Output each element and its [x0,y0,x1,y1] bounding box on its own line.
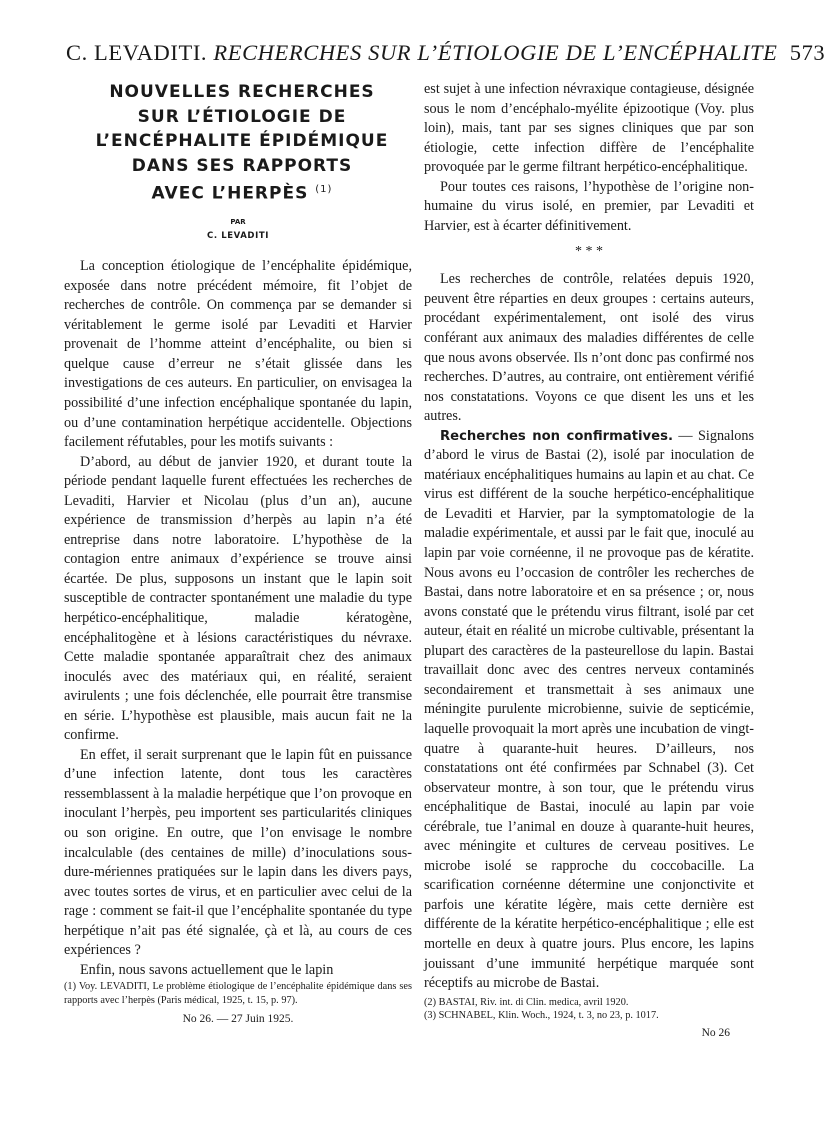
title-line: L’ENCÉPHALITE ÉPIDÉMIQUE [95,131,389,151]
running-head [66,40,825,66]
title-footnote-ref: (1) [315,184,333,195]
title-line: DANS SES RAPPORTS [131,155,353,176]
right-column [424,80,754,1039]
footnote: (2) BASTAI, Riv. int. di Clin. medica, avril 1920. [424,996,629,1008]
paragraph: En effet, il serait surprenant que le lapin fût en puissance d’une infection latente, dont tous les caractères ressemblassent à la maladie herpétique que l’on provoque en inoculant l’herpès, peu importent ses particularités cliniques ou son origine. En outre, que l’on envisage le nombre incalculable (des centaines de mille) d’inoculations sous-dure-mériennes pratiquées sur le lapin dans les divers pays, avec toutes sortes de virus, et en particulier avec celui de la rage : comment se fait-il que l’encéphalite spontanée du type herpétique n’ait pas été signalée, çà et là, au cours de ces expériences ? [64,746,412,959]
issue-number: No 26 [701,1026,730,1039]
header-author: C. LEVADITI. [66,40,208,65]
paragraph: D’abord, au début de janvier 1920, et durant toute la période pendant laquelle furent effectuées les recherches de Levaditi, Harvier et Nicolau (plus d’un an), aucune expérience de transmission d’herpès au lapin n’a été entreprise dans notre laboratoire. L’hypothèse de la contagion entre animaux d’expérience se trouve ainsi écartée. De plus, supposons un instant que le lapin soit susceptible de contracter spontanément une maladie du type herpético-encéphalitique, maladie kératogène, encéphalitogène et à lésions caractéristiques du névraxe. Cette maladie spontanée apparaîtrait chez des animaux inoculés avec des matériaux qui, en réalité, seraient avirulents ; une fois déclenchée, elle pourrait être transmise en série. L’hypothèse est plausible, mais aucun fait ne la confirme. [64,453,412,744]
title-line: NOUVELLES RECHERCHES [109,82,375,102]
article-title [72,80,412,206]
page-number: 573 [789,40,825,65]
paragraph: Enfin, nous savons actuellement que le lapin [80,961,334,978]
section-separator: * * * [575,244,603,260]
footnote: (1) Voy. LEVADITI, Le problème étiologique de l’encéphalite épidémique dans ses rapports avec l’herpès (Paris médical, 1925, t. 15, p. 97). [64,981,412,1006]
left-column [64,80,412,1025]
title-line: AVEC L’HERPÈS $^{(1)}$ [151,183,333,204]
paragraph: est sujet à une infection névraxique contagieuse, désignée sous le nom d’encéphalo-myélite épizootique (Voy. plus loin), mais, tant par ses signes cliniques que par son étiologie, cette infection diffère de l’encéphalite provoquée par le germe filtrant herpético-encéphalitique. [424,81,754,176]
title-line: SUR L’ÉTIOLOGIE DE [137,106,347,127]
paragraph: Les recherches de contrôle, relatées depuis 1920, peuvent être réparties en deux groupes : certains auteurs, procédant expérimentalement, ont isolé des virus conférant aux animaux des maladies différentes de celle que nous avons observée. Ils n’ont donc pas confirmé nos recherches. D’autres, au contraire, ont entièrement vérifié nos constatations. Voyons ce que disent les uns et les autres. [424,271,754,425]
header-journal-title: RECHERCHES SUR L’ÉTIOLOGIE DE L’ENCÉPHALITE [213,40,778,65]
paragraph: La conception étiologique de l’encéphalite épidémique, exposée dans notre précédent mémoire, fit l’objet de recherches de contrôle. On commença par se demander si véritablement le germe isolé par Levaditi et Harvier provenait de l’homme atteint d’encéphalite, ou bien si quelque cause d’erreur ne s’était glissée dans les investigations de ces auteurs. En particulier, on envisagea la possibilité d’une infection encéphalique spontanée du lapin, ou d’une contamination herpétique accidentelle. Objections facilement réfutables, pour les motifs suivants : [64,258,412,451]
issue-line: No 26. — 27 Juin 1925. [182,1013,294,1026]
paragraph [424,427,754,994]
paragraph: Pour toutes ces raisons, l’hypothèse de l’origine non-humaine du virus isolé, en premier, par Levaditi et Harvier, est à écarter définitivement. [424,178,754,234]
paragraph-text: — Signalons d’abord le virus de Bastai (2), isolé par inoculation de matériaux encéphalitiques humains au lapin et au chat. Ce virus est différent de la souche herpético-encéphalitique de Levaditi et Harvier, par la symptomatologie de la maladie expérimentale, et aussi par le fait que, inoculé au lapin par voie cornéenne, il ne provoque pas de kératite. Nous avons eu l’occasion de contrôler les recherches de Bastai, dans notre laboratoire et en sa présence ; or, nous avons constaté que le prétendu virus filtrant, isolé par cet auteur, était en réalité un microbe cultivable, présentant la plupart des caractères de la pasteurellose du lapin. Bastai travaillait donc avec des centres nerveux contaminés secondairement et transmettait à ses animaux une méningite purulente microbienne, suivie de septicémie, laquelle provoquait la mort après une incubation de vingt-quatre à quarante-huit heures. D’ailleurs, nos constatations ont été confirmées par Schnabel (3). Cet observateur montre, à son tour, que le prétendu virus encéphalitique de Bastai, inoculé au lapin par voie cérébrale, tue l’animal en douze à quarante-huit heures, avec méningite et cultures de cerveau positives. Le microbe isolé se rapproche du coccobacille. La scarification cornéenne détermine une conjonctivite et parfois une kératite légère, mais cette dernière est différente de la kératite herpético-encéphalitique ; elle est mortelle en deux à quatre jours. Plus encore, les lapins jouissant d’une immunité herpétique marquée sont réceptifs au microbe de Bastai. [424,427,754,992]
byline-par: PAR [230,218,246,227]
section-heading: Recherches non confirmatives. [440,428,673,444]
byline-author: C. LEVADITI [206,231,269,242]
footnote: (3) SCHNABEL, Klin. Woch., 1924, t. 3, no 23, p. 1017. [424,1010,659,1022]
